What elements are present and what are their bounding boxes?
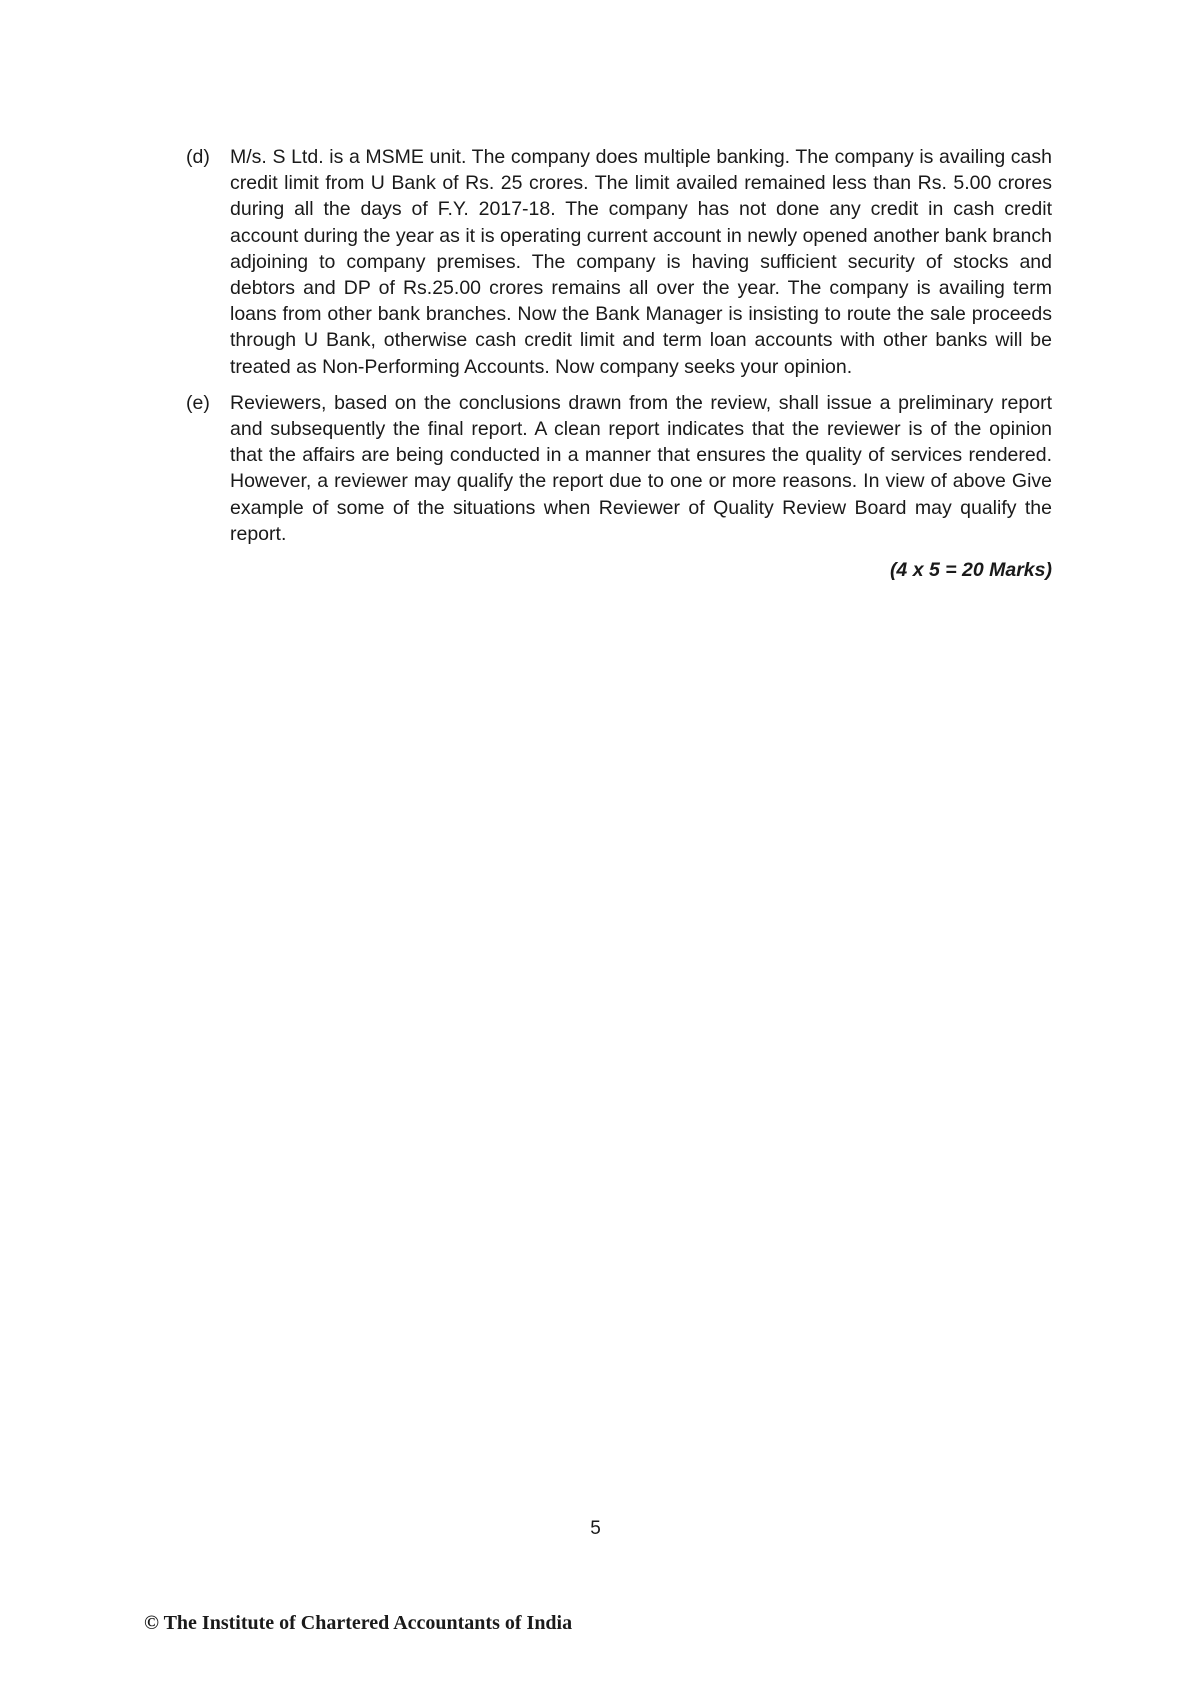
question-label: (e)	[186, 391, 210, 414]
question-item-d	[186, 144, 1052, 380]
question-list	[186, 144, 1052, 583]
question-item-e	[186, 390, 1052, 547]
marks-allocation: (4 x 5 = 20 Marks)	[889, 559, 1052, 582]
question-label: (d)	[186, 146, 210, 168]
copyright-footer: © The Institute of Chartered Accountants of India	[144, 1612, 573, 1634]
question-text: M/s. S Ltd. is a MSME unit. The company does multiple banking. The company is availing cash credit limit from U Bank of Rs. 25 crores. The limit availed remained less than Rs. 5.00 crores during all the days of F.Y. 2017-18. The company has not done any credit in cash credit account during the year as it is operating current account in newly opened another bank branch adjoining to company premises. The company is having sufficient security of stocks and debtors and DP of Rs.25.00 crores remains all over the year. The company is availing term loans from other bank branches. Now the Bank Manager is insisting to route the sale proceeds through U Bank, otherwise cash credit limit and term loan accounts with other banks will be treated as Non-Performing Accounts. Now company seeks your opinion.	[230, 146, 1052, 378]
page-number: 5	[590, 1518, 601, 1539]
question-text: Reviewers, based on the conclusions drawn from the review, shall issue a preliminary report and subsequently the final report. A clean report indicates that the reviewer is of the opinion that the affairs are being conducted in a manner that ensures the quality of services rendered. However, a reviewer may qualify the report due to one or more reasons. In view of above Give example of some of the situations when Reviewer of Quality Review Board may qualify the report.	[230, 391, 1052, 545]
